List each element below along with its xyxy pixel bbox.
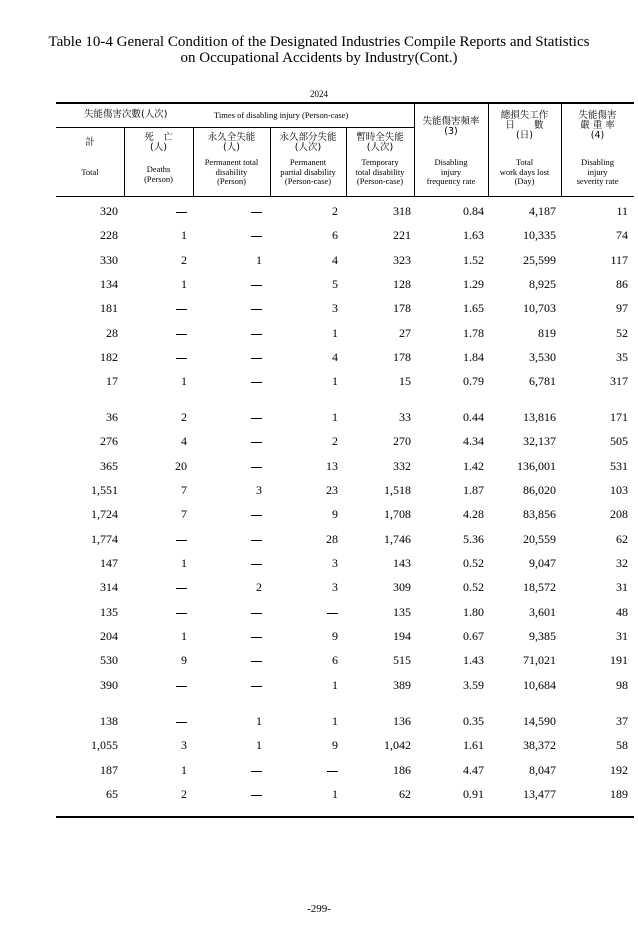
table-cell bbox=[250, 459, 262, 474]
table-cell: 320 bbox=[100, 204, 118, 218]
table-cell bbox=[175, 678, 187, 693]
table-cell: 1,518 bbox=[384, 483, 411, 497]
table-cell: 505 bbox=[610, 434, 628, 448]
table-cell: 0.84 bbox=[463, 204, 484, 218]
table-cell: 32,137 bbox=[523, 434, 556, 448]
col-total-zh: 計 bbox=[85, 137, 95, 148]
table-cell: 13,477 bbox=[523, 787, 556, 801]
dash-mark bbox=[251, 771, 262, 772]
table-cell bbox=[250, 350, 262, 365]
col-deaths-zh: 死 亡 (人) bbox=[144, 132, 173, 153]
dash-mark bbox=[251, 613, 262, 614]
table-cell bbox=[175, 301, 187, 316]
table-cell: 1 bbox=[181, 374, 187, 388]
dash-mark bbox=[327, 771, 338, 772]
dash-mark bbox=[176, 309, 187, 310]
table-cell: 15 bbox=[399, 374, 411, 388]
table-cell: 5 bbox=[332, 277, 338, 291]
table-cell: 390 bbox=[100, 678, 118, 692]
table-cell: 1.78 bbox=[463, 326, 484, 340]
table-cell: 27 bbox=[399, 326, 411, 340]
table-cell: 58 bbox=[616, 738, 628, 752]
table-cell: 1 bbox=[256, 253, 262, 267]
table-cell: 31 bbox=[616, 629, 628, 643]
table-cell: 86,020 bbox=[523, 483, 556, 497]
table-cell: 270 bbox=[393, 434, 411, 448]
table-cell: 3 bbox=[256, 483, 262, 497]
table-cell: 3 bbox=[181, 738, 187, 752]
dash-mark bbox=[176, 722, 187, 723]
table-cell: 6 bbox=[332, 228, 338, 242]
table-cell: 2 bbox=[332, 204, 338, 218]
table-cell: 276 bbox=[100, 434, 118, 448]
table-cell: 515 bbox=[393, 653, 411, 667]
table-cell: 3 bbox=[332, 301, 338, 315]
table-cell: 1 bbox=[181, 763, 187, 777]
top-rule bbox=[56, 102, 634, 104]
table-cell: 3.59 bbox=[463, 678, 484, 692]
table-cell: 32 bbox=[616, 556, 628, 570]
table-cell: 171 bbox=[610, 410, 628, 424]
table-cell: 9 bbox=[332, 507, 338, 521]
table-cell: 1 bbox=[181, 277, 187, 291]
col-total-en: Total bbox=[81, 167, 99, 177]
table-cell: 4.34 bbox=[463, 434, 484, 448]
table-title-line2: on Occupational Accidents by Industry(Cont.) bbox=[180, 50, 458, 66]
table-cell: 4.47 bbox=[463, 763, 484, 777]
table-cell: 23 bbox=[326, 483, 338, 497]
dash-mark bbox=[176, 212, 187, 213]
table-cell: 186 bbox=[393, 763, 411, 777]
table-cell: 136,001 bbox=[517, 459, 556, 473]
table-cell: 1.29 bbox=[463, 277, 484, 291]
table-cell: 1 bbox=[181, 629, 187, 643]
table-cell: 2 bbox=[181, 253, 187, 267]
table-cell: 330 bbox=[100, 253, 118, 267]
table-cell bbox=[250, 410, 262, 425]
table-cell: 819 bbox=[538, 326, 556, 340]
table-cell bbox=[250, 653, 262, 668]
table-cell: 323 bbox=[393, 253, 411, 267]
table-cell bbox=[250, 787, 262, 802]
table-cell: 97 bbox=[616, 301, 628, 315]
table-cell: 0.91 bbox=[463, 787, 484, 801]
group-header-en: Times of disabling injury (Person-case) bbox=[214, 110, 349, 120]
table-cell: 1.42 bbox=[463, 459, 484, 473]
table-cell: 9 bbox=[332, 629, 338, 643]
table-cell: 17 bbox=[106, 374, 118, 388]
col-severity-en: Disabling injury severity rate bbox=[576, 157, 619, 186]
table-cell bbox=[250, 228, 262, 243]
table-cell bbox=[326, 605, 338, 620]
col-ptd-zh: 永久全失能 (人) bbox=[207, 132, 256, 153]
table-cell: 62 bbox=[616, 532, 628, 546]
table-cell: 1,724 bbox=[91, 507, 118, 521]
table-cell: 10,684 bbox=[523, 678, 556, 692]
table-cell: 309 bbox=[393, 580, 411, 594]
table-cell: 189 bbox=[610, 787, 628, 801]
table-cell: 318 bbox=[393, 204, 411, 218]
table-cell: 9,047 bbox=[529, 556, 556, 570]
table-cell: 10,335 bbox=[523, 228, 556, 242]
dash-mark bbox=[251, 795, 262, 796]
table-cell: 9 bbox=[181, 653, 187, 667]
dash-mark bbox=[251, 515, 262, 516]
table-cell: 1 bbox=[332, 374, 338, 388]
table-cell: 136 bbox=[393, 714, 411, 728]
year-label: 2024 bbox=[310, 89, 328, 99]
table-cell: 1.43 bbox=[463, 653, 484, 667]
col-ppd-en: Permanent partial disability (Person-case) bbox=[280, 157, 336, 186]
table-cell: 8,925 bbox=[529, 277, 556, 291]
table-cell: 1 bbox=[332, 787, 338, 801]
table-cell: 31 bbox=[616, 580, 628, 594]
table-cell bbox=[250, 532, 262, 547]
table-cell bbox=[175, 532, 187, 547]
table-cell: 18,572 bbox=[523, 580, 556, 594]
table-cell bbox=[250, 556, 262, 571]
table-cell: 134 bbox=[100, 277, 118, 291]
table-cell: 0.35 bbox=[463, 714, 484, 728]
table-cell bbox=[250, 507, 262, 522]
col-severity-zh: 失能傷害 嚴 重 率 (4) bbox=[578, 110, 617, 141]
table-cell: 1.84 bbox=[463, 350, 484, 364]
dash-mark bbox=[251, 540, 262, 541]
table-cell: 1.52 bbox=[463, 253, 484, 267]
table-cell: 83,856 bbox=[523, 507, 556, 521]
table-cell: 8,047 bbox=[529, 763, 556, 777]
table-cell: 178 bbox=[393, 301, 411, 315]
table-cell: 1.87 bbox=[463, 483, 484, 497]
table-cell: 138 bbox=[100, 714, 118, 728]
table-cell: 3,530 bbox=[529, 350, 556, 364]
table-cell: 1 bbox=[332, 678, 338, 692]
table-cell: 1,042 bbox=[384, 738, 411, 752]
table-cell: 1 bbox=[256, 714, 262, 728]
table-cell: 7 bbox=[181, 483, 187, 497]
dash-mark bbox=[327, 613, 338, 614]
table-cell: 531 bbox=[610, 459, 628, 473]
dash-mark bbox=[251, 442, 262, 443]
table-cell: 0.79 bbox=[463, 374, 484, 388]
table-cell: 1,551 bbox=[91, 483, 118, 497]
table-cell: 192 bbox=[610, 763, 628, 777]
page-number: -299- bbox=[307, 903, 331, 915]
table-cell: 2 bbox=[181, 787, 187, 801]
table-cell: 1 bbox=[181, 228, 187, 242]
table-cell bbox=[175, 204, 187, 219]
table-cell: 74 bbox=[616, 228, 628, 242]
table-cell bbox=[250, 763, 262, 778]
table-cell: 71,021 bbox=[523, 653, 556, 667]
table-cell: 135 bbox=[100, 605, 118, 619]
table-cell: 10,703 bbox=[523, 301, 556, 315]
table-title-line1: Table 10-4 General Condition of the Designated Industries Compile Reports and Statistics bbox=[48, 34, 590, 50]
table-cell bbox=[175, 580, 187, 595]
table-cell: 1 bbox=[181, 556, 187, 570]
table-cell: 2 bbox=[332, 434, 338, 448]
table-cell: 1,055 bbox=[91, 738, 118, 752]
table-cell: 181 bbox=[100, 301, 118, 315]
table-cell bbox=[175, 350, 187, 365]
table-cell: 182 bbox=[100, 350, 118, 364]
table-cell: 13 bbox=[326, 459, 338, 473]
table-cell bbox=[250, 678, 262, 693]
table-cell: 2 bbox=[256, 580, 262, 594]
table-cell: 37 bbox=[616, 714, 628, 728]
col-days-lost-zh: 總損失工作 日 數 (日) bbox=[500, 110, 549, 141]
dash-mark bbox=[251, 236, 262, 237]
table-cell: 25,599 bbox=[523, 253, 556, 267]
table-cell: 128 bbox=[393, 277, 411, 291]
table-cell: 4.28 bbox=[463, 507, 484, 521]
table-cell: 4 bbox=[332, 253, 338, 267]
table-cell: 33 bbox=[399, 410, 411, 424]
table-cell: 228 bbox=[100, 228, 118, 242]
table-cell: 35 bbox=[616, 350, 628, 364]
table-cell: 4 bbox=[332, 350, 338, 364]
dash-mark bbox=[176, 613, 187, 614]
dash-mark bbox=[176, 588, 187, 589]
group-header-zh: 失能傷害次數(人次) bbox=[84, 109, 168, 120]
col-days-lost-en: Total work days lost (Day) bbox=[499, 157, 550, 186]
table-cell: 1.65 bbox=[463, 301, 484, 315]
table-cell: 7 bbox=[181, 507, 187, 521]
table-cell: 38,372 bbox=[523, 738, 556, 752]
table-cell: 65 bbox=[106, 787, 118, 801]
dash-mark bbox=[251, 418, 262, 419]
table-cell: 48 bbox=[616, 605, 628, 619]
table-cell: 3 bbox=[332, 556, 338, 570]
dash-mark bbox=[251, 212, 262, 213]
table-cell: 0.44 bbox=[463, 410, 484, 424]
table-cell bbox=[250, 277, 262, 292]
table-cell: 3,601 bbox=[529, 605, 556, 619]
col-frequency-en: Disabling injury frequency rate bbox=[426, 157, 476, 186]
table-cell bbox=[175, 326, 187, 341]
table-cell bbox=[250, 374, 262, 389]
table-cell bbox=[175, 714, 187, 729]
col-ttd-zh: 暫時全失能 (人次) bbox=[356, 132, 404, 153]
dash-mark bbox=[251, 358, 262, 359]
table-cell bbox=[250, 629, 262, 644]
dash-mark bbox=[251, 309, 262, 310]
table-cell: 0.67 bbox=[463, 629, 484, 643]
table-cell bbox=[250, 326, 262, 341]
table-cell: 11 bbox=[616, 204, 628, 218]
dash-mark bbox=[176, 686, 187, 687]
dash-mark bbox=[176, 358, 187, 359]
table-cell: 20 bbox=[175, 459, 187, 473]
table-cell bbox=[250, 204, 262, 219]
table-cell: 332 bbox=[393, 459, 411, 473]
dash-mark bbox=[251, 467, 262, 468]
bottom-rule bbox=[56, 816, 634, 818]
table-cell: 1 bbox=[332, 714, 338, 728]
table-cell bbox=[326, 763, 338, 778]
table-cell: 314 bbox=[100, 580, 118, 594]
table-cell: 103 bbox=[610, 483, 628, 497]
table-cell: 117 bbox=[610, 253, 628, 267]
table-cell bbox=[250, 434, 262, 449]
table-cell: 1 bbox=[332, 326, 338, 340]
table-cell: 221 bbox=[393, 228, 411, 242]
table-cell: 0.52 bbox=[463, 556, 484, 570]
table-cell: 194 bbox=[393, 629, 411, 643]
table-cell: 1.80 bbox=[463, 605, 484, 619]
col-ppd-zh: 永久部分失能 (人次) bbox=[279, 132, 337, 153]
table-cell: 6,781 bbox=[529, 374, 556, 388]
col-frequency-zh: 失能傷害頻率 (3) bbox=[422, 116, 480, 137]
col-ptd-en: Permanent total disability (Person) bbox=[204, 157, 259, 186]
header-bottom-rule bbox=[56, 196, 634, 197]
table-cell: 143 bbox=[393, 556, 411, 570]
table-cell bbox=[175, 605, 187, 620]
table-cell: 14,590 bbox=[523, 714, 556, 728]
table-cell: 1 bbox=[256, 738, 262, 752]
table-cell: 52 bbox=[616, 326, 628, 340]
table-cell: 208 bbox=[610, 507, 628, 521]
dash-mark bbox=[251, 285, 262, 286]
table-cell: 191 bbox=[610, 653, 628, 667]
table-cell: 1,708 bbox=[384, 507, 411, 521]
table-cell: 389 bbox=[393, 678, 411, 692]
table-cell: 1.61 bbox=[463, 738, 484, 752]
table-cell: 0.52 bbox=[463, 580, 484, 594]
table-cell: 1.63 bbox=[463, 228, 484, 242]
table-cell: 6 bbox=[332, 653, 338, 667]
table-cell: 86 bbox=[616, 277, 628, 291]
table-cell: 5.36 bbox=[463, 532, 484, 546]
table-cell: 9 bbox=[332, 738, 338, 752]
table-cell: 28 bbox=[326, 532, 338, 546]
table-cell bbox=[250, 605, 262, 620]
table-cell: 135 bbox=[393, 605, 411, 619]
table-cell: 1,774 bbox=[91, 532, 118, 546]
table-cell bbox=[250, 301, 262, 316]
table-cell: 36 bbox=[106, 410, 118, 424]
table-cell: 204 bbox=[100, 629, 118, 643]
table-cell: 187 bbox=[100, 763, 118, 777]
dash-mark bbox=[251, 382, 262, 383]
dash-mark bbox=[251, 334, 262, 335]
group-rule bbox=[56, 127, 415, 128]
table-cell: 62 bbox=[399, 787, 411, 801]
table-cell: 1,746 bbox=[384, 532, 411, 546]
table-cell: 4,187 bbox=[529, 204, 556, 218]
table-cell: 20,559 bbox=[523, 532, 556, 546]
table-cell: 9,385 bbox=[529, 629, 556, 643]
table-cell: 365 bbox=[100, 459, 118, 473]
dash-mark bbox=[176, 334, 187, 335]
dash-mark bbox=[251, 637, 262, 638]
dash-mark bbox=[251, 686, 262, 687]
table-cell: 3 bbox=[332, 580, 338, 594]
dash-mark bbox=[251, 564, 262, 565]
dash-mark bbox=[176, 540, 187, 541]
table-cell: 2 bbox=[181, 410, 187, 424]
table-cell: 178 bbox=[393, 350, 411, 364]
col-ttd-en: Temporary total disability (Person-case) bbox=[355, 157, 405, 186]
table-cell: 530 bbox=[100, 653, 118, 667]
table-cell: 317 bbox=[610, 374, 628, 388]
table-cell: 13,816 bbox=[523, 410, 556, 424]
col-deaths-en: Deaths (Person) bbox=[144, 164, 173, 184]
table-cell: 98 bbox=[616, 678, 628, 692]
dash-mark bbox=[251, 661, 262, 662]
table-cell: 147 bbox=[100, 556, 118, 570]
table-cell: 4 bbox=[181, 434, 187, 448]
table-cell: 28 bbox=[106, 326, 118, 340]
table-cell: 1 bbox=[332, 410, 338, 424]
